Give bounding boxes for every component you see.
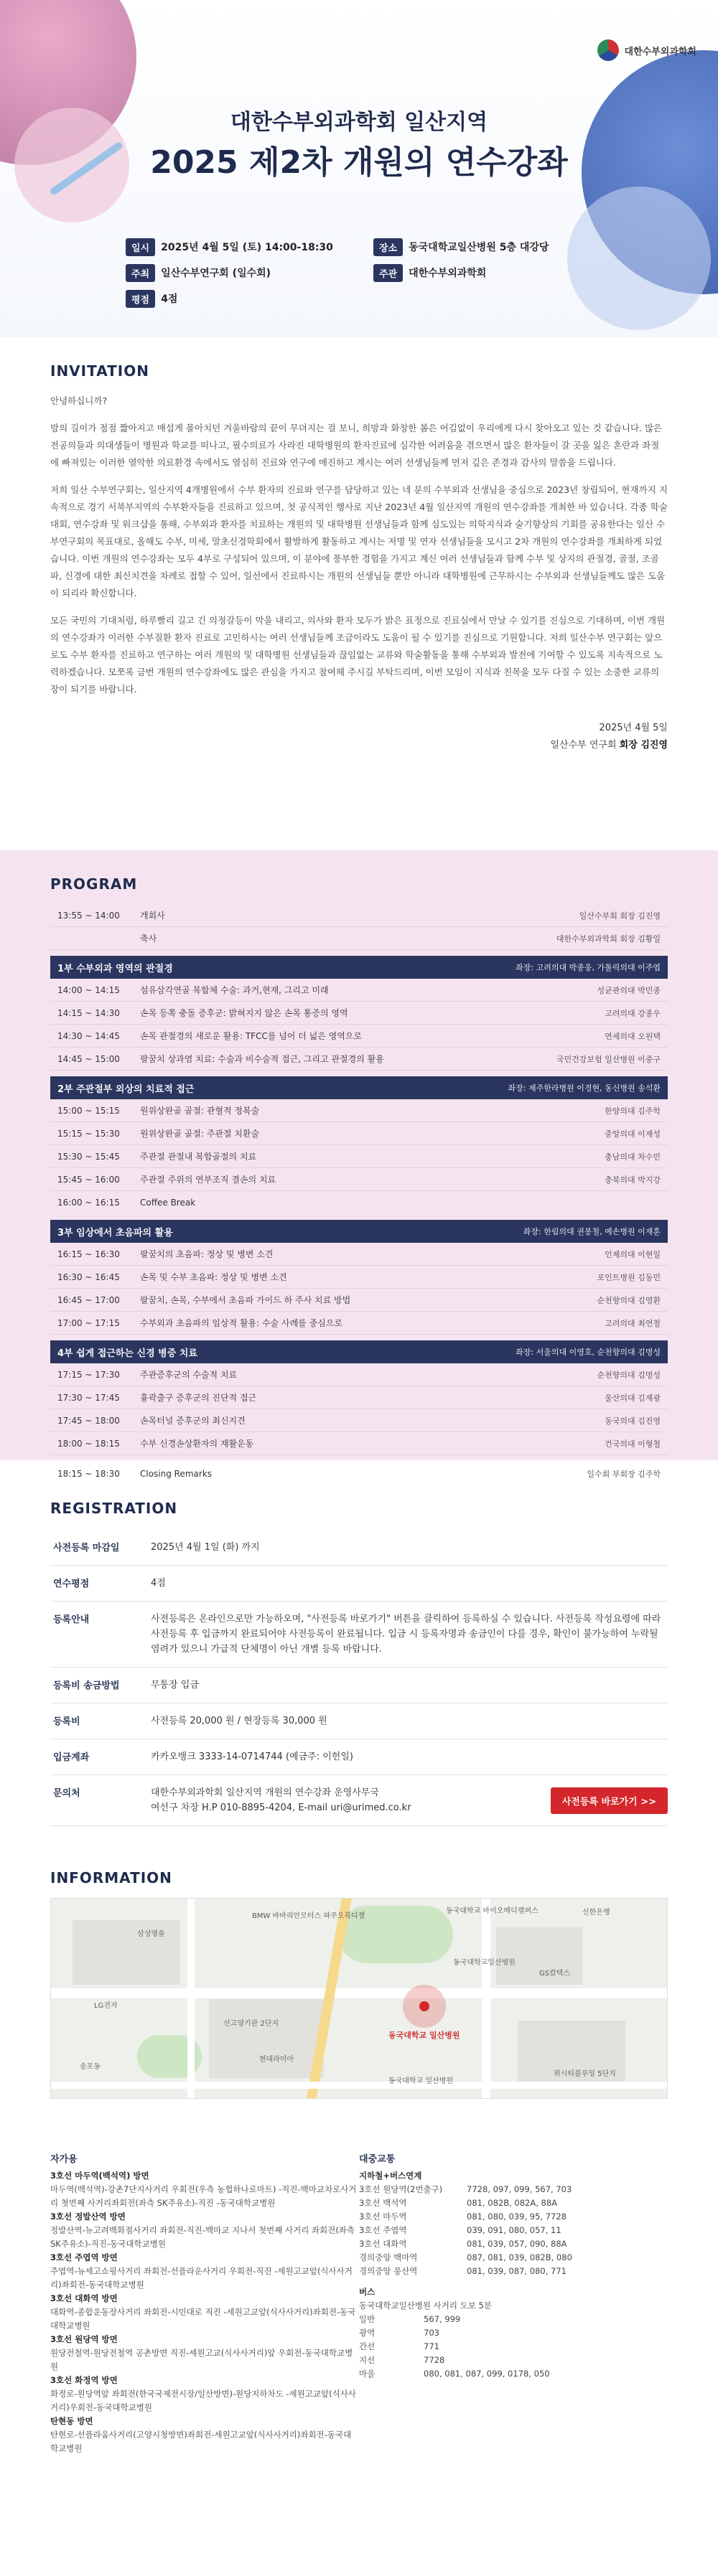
- info-row: [126, 263, 621, 283]
- program-subject: 손목 등쪽 충돌 증후군: 밝혀지지 않은 손목 통증의 영역: [140, 1008, 348, 1018]
- program-row: [50, 1122, 668, 1145]
- subway-buses: 081, 039, 087, 080, 771: [467, 2266, 567, 2276]
- map-label: BMW 바바리안모터스 파주오북디젤: [252, 1912, 365, 1920]
- route-heading: 탄현동 방면: [50, 2416, 93, 2426]
- map-block: [209, 1999, 324, 2078]
- info-value: 동국대학교일산병원 5층 대강당: [409, 242, 549, 253]
- program-subject: 개회사: [140, 911, 165, 921]
- subway-buses: 039, 091, 080, 057, 11: [467, 2225, 561, 2235]
- registration-row: [50, 1566, 668, 1602]
- program-time: 15:15 ~ 15:30: [57, 1128, 120, 1139]
- bus-stop: 동국대학교일산병원 사거리 도보 5분: [359, 2300, 492, 2311]
- route-text: 마두역(백석역)-강촌7단지사거리 우회전(우측 농협하나로마트) -직진-백마교차로사거리 첫번째 사거리좌회전(좌측 SK주유소)-직진 -동국대학교병원: [50, 2184, 357, 2208]
- route-heading: 3호선 화정역 방면: [50, 2375, 118, 2385]
- session-header: [50, 1220, 668, 1243]
- map-marker-dot: [419, 2001, 429, 2011]
- subway-row: [359, 2183, 668, 2196]
- bus-numbers: 567, 999: [424, 2314, 461, 2324]
- program-speaker: 인제의대 이현일: [605, 1249, 661, 1259]
- program-subject: 주관절 관절내 복합골절의 치료: [140, 1152, 257, 1162]
- program-subject: 손목 관절경의 새로운 활용: TFCC를 넘어 더 넓은 영역으로: [140, 1031, 362, 1041]
- registration-value: 무통장 입금: [151, 1680, 199, 1691]
- program-subject: 팔꿈치의 초음파: 정상 및 병변 소견: [140, 1249, 274, 1259]
- program-speaker: 고려의대 최연철: [605, 1318, 661, 1328]
- route-heading: 3호선 대화역 방면: [50, 2293, 118, 2303]
- subway-row: [359, 2210, 668, 2224]
- map-label: GS칼텍스: [539, 1970, 571, 1978]
- program-time: 18:15 ~ 18:30: [57, 1469, 120, 1479]
- contact-wrap: [151, 1785, 668, 1815]
- bus-heading: 버스: [359, 2287, 376, 2297]
- info-host: [126, 264, 373, 282]
- signer-name: 회장 김진영: [619, 740, 668, 751]
- bus-row: [359, 2326, 668, 2340]
- hero-subtitle: 대한수부외과학회 일산지역: [230, 110, 488, 135]
- hero-title: 2025 제2차 개원의 연수강좌: [150, 144, 568, 181]
- program-row: [50, 927, 668, 950]
- info-value: 일산수부연구회 (일수회): [161, 268, 271, 279]
- map-road: [187, 1899, 195, 2099]
- program-row-break: [50, 1191, 668, 1214]
- route-heading: 3호선 주엽역 방면: [50, 2252, 118, 2262]
- location-map[interactable]: [50, 1898, 668, 2099]
- program-speaker: 충남의대 차수민: [605, 1152, 661, 1162]
- registration-label: 등록비 송금방법: [53, 1680, 120, 1691]
- subway-line: 3호선 원당역(2번출구): [359, 2184, 443, 2194]
- program-row: [50, 1048, 668, 1071]
- map-label: 송포동: [80, 2063, 101, 2071]
- map-marker-label: 동국대학교 일산병원: [388, 2031, 460, 2040]
- route-text: 정발산역-뉴고려백화점사거리 좌회전-직진-백마교 지나서 첫번째 사거리 좌회전(좌측 SK주유소)-직진-동국대학교병원: [50, 2225, 355, 2249]
- session-chair: 좌장: 한림의대 권봉철, 예손병원 이재훈: [523, 1227, 661, 1236]
- program-time: 16:45 ~ 17:00: [57, 1294, 120, 1305]
- program-row: [50, 1289, 668, 1312]
- pre-registration-button[interactable]: 사전등록 바로가기 >>: [551, 1787, 668, 1814]
- program-speaker: 일산수부회 회장 김진영: [579, 911, 661, 921]
- subway-row: [359, 2224, 668, 2237]
- bus-numbers: 771: [424, 2341, 439, 2351]
- route-text: 화정로-원당역앞 좌회전(한국국제전시장/일산방면)-원당지하차도 -세원고교앞(식사사거리)우회전-동국대학교병원: [50, 2389, 356, 2412]
- registration-row: [50, 1602, 668, 1668]
- program-table: [50, 904, 668, 1485]
- program-subject: 수부 신경손상환자의 재활운동: [140, 1439, 254, 1449]
- program-title: PROGRAM: [50, 875, 138, 893]
- info-value: 2025년 4월 5일 (토) 14:00-18:30: [161, 242, 333, 253]
- program-subject: 축사: [140, 934, 157, 944]
- session-header: [50, 956, 668, 979]
- info-value: 대한수부외과학회: [409, 268, 487, 279]
- registration-label: 등록안내: [53, 1614, 90, 1625]
- map-label: 동국대학교일산병원: [453, 1959, 516, 1967]
- signer-org: 일산수부 연구회: [550, 740, 617, 751]
- bus-type: 광역: [359, 2328, 376, 2338]
- contact-info: [151, 1785, 551, 1815]
- registration-value: 카카오뱅크 3333-14-0714744 (예금주: 이헌일): [151, 1752, 353, 1762]
- info-row: [126, 288, 621, 309]
- registration-value: 사전등록은 온라인으로만 가능하오며, "사전등록 바로가기" 버튼을 클릭하여 등록하실 수 있습니다. 사전등록 작성요령에 따라 사전등록 후 입금까지 완료되어야 사전등록이 완료됩니다. 입금 시 등록자명과 송금인이 다를 경우, 확인이 불가능하여 누락될 염려가 있으니 가급적 단체명이 아닌 개별 등록 바랍니다.: [151, 1614, 661, 1655]
- program-speaker: 대한수부외과학회 회장 김황일: [556, 934, 661, 944]
- bus-row: [359, 2313, 668, 2326]
- program-section: [0, 850, 718, 1479]
- subway-heading: 지하철+버스연계: [359, 2171, 422, 2181]
- program-subject: 주관절 주위의 연부조직 결손의 치료: [140, 1175, 276, 1185]
- registration-value: 4점: [151, 1578, 166, 1589]
- subway-line: 3호선 마두역: [359, 2211, 407, 2222]
- registration-label: 연수평점: [53, 1579, 90, 1589]
- program-time: 14:00 ~ 14:15: [57, 984, 120, 995]
- subway-buses: 081, 082B, 082A, 88A: [467, 2198, 558, 2208]
- registration-row: [50, 1530, 668, 1566]
- program-time: 16:15 ~ 16:30: [57, 1249, 120, 1259]
- info-tag: 주관: [373, 264, 403, 282]
- program-speaker: 일수회 부회장 김주학: [587, 1470, 661, 1479]
- program-subject: 섬유삼각연골 복합체 수술: 과거,현재, 그리고 미래: [140, 985, 329, 995]
- bus-type: 간선: [359, 2341, 376, 2351]
- session-name: 1부 수부외과 영역의 관절경: [57, 963, 173, 974]
- bus-row: [359, 2340, 668, 2354]
- map-label: 신한은행: [582, 1909, 610, 1917]
- map-road: [482, 1899, 490, 2099]
- bus-type: 지선: [359, 2355, 376, 2365]
- session-header: [50, 1076, 668, 1099]
- subway-row: [359, 2196, 668, 2210]
- program-speaker: 충북의대 박지강: [605, 1175, 661, 1185]
- event-info: [126, 237, 621, 314]
- route-text: 주엽역-뉴세고쇼핑사거리 좌회전-선플라운사거리 우회전-직진 -세원고교앞(식사사거리)좌회전-동국대학교병원: [50, 2266, 353, 2290]
- map-marker-icon[interactable]: [403, 1985, 446, 2028]
- subway-row: [359, 2237, 668, 2251]
- session-chair: 좌장: 서울의대 이영호, 순천향의대 김명성: [516, 1348, 661, 1357]
- program-speaker: 순천향의대 김명성: [597, 1370, 661, 1380]
- subway-line: 3호선 백석역: [359, 2198, 407, 2208]
- registration-section: [50, 1500, 668, 1826]
- session-name: 3부 임상에서 초음파의 활용: [57, 1227, 173, 1238]
- program-time: 18:00 ~ 18:15: [57, 1438, 120, 1449]
- info-value: 4점: [161, 293, 178, 305]
- map-label: 현대라미아: [259, 2056, 294, 2064]
- program-subject: 손목터널 증후군의 최신지견: [140, 1416, 246, 1426]
- society-logo: [597, 39, 696, 61]
- program-time: 15:00 ~ 15:15: [57, 1105, 120, 1116]
- registration-row: [50, 1739, 668, 1775]
- info-tag: 주최: [126, 264, 155, 282]
- program-subject: Coffee Break: [140, 1198, 196, 1208]
- invitation-section: [50, 362, 668, 754]
- info-tag: 평점: [126, 290, 155, 308]
- directions-car: [50, 2153, 359, 2455]
- program-row: [50, 1312, 668, 1335]
- map-label: 동국대학교 바이오메디캠퍼스: [446, 1907, 538, 1915]
- registration-title: REGISTRATION: [50, 1500, 178, 1517]
- invitation-paragraph: 안녕하십니까?: [50, 395, 108, 406]
- registration-label: 입금계좌: [53, 1752, 90, 1763]
- map-road: [51, 1988, 668, 1998]
- registration-label: 사전등록 마감일: [53, 1543, 120, 1553]
- program-subject: 손목 및 수부 초음파: 정상 및 병변 소견: [140, 1272, 287, 1282]
- info-tag: 장소: [373, 238, 403, 256]
- bus-type: 일반: [359, 2314, 376, 2324]
- subway-buses: 087, 081, 039, 082B, 080: [467, 2252, 572, 2262]
- program-subject: 팔꿈치, 손목, 수부에서 초음파 가이드 하 주사 치료 방법: [140, 1295, 351, 1305]
- subway-buses: 081, 039, 057, 090, 88A: [467, 2239, 567, 2249]
- info-credits: [126, 290, 373, 308]
- program-speaker: 포인트병원 김동민: [597, 1272, 661, 1282]
- program-time: 17:15 ~ 17:30: [57, 1369, 120, 1380]
- program-row: [50, 1025, 668, 1048]
- invitation-title: INVITATION: [50, 362, 149, 380]
- invitation-date: 2025년 4월 5일: [599, 723, 668, 733]
- program-row: [50, 1145, 668, 1168]
- contact-line: 대한수부외과학회 일산지역 개원의 연수강좌 운영사무국: [151, 1787, 379, 1798]
- program-subject: 원위상완골 골절: 관혈적 정복술: [140, 1106, 260, 1116]
- program-subject: 수부외과 초음파의 임상적 활용: 수술 사례를 중심으로: [140, 1318, 342, 1328]
- info-organizer: [373, 264, 486, 282]
- program-time: 17:00 ~ 17:15: [57, 1317, 120, 1328]
- directions-transit: [359, 2153, 668, 2455]
- program-row: [50, 1432, 668, 1455]
- program-speaker: 고려의대 강종우: [605, 1008, 661, 1018]
- contact-line: 여선구 차장 H.P 010-8895-4204, E-mail uri@urimed.co.kr: [151, 1802, 411, 1813]
- bus-numbers: 703: [424, 2328, 439, 2338]
- program-time: 13:55 ~ 14:00: [57, 910, 120, 921]
- route-text: 원당전철역-원당전철역 공촌방면 직진-세원고교(식사사거리)앞 우회전-동국대학교병원: [50, 2348, 353, 2371]
- invitation-signature: [50, 720, 668, 754]
- bus-row: [359, 2354, 668, 2367]
- program-row: [50, 1386, 668, 1409]
- program-subject: Closing Remarks: [140, 1469, 213, 1479]
- program-row-closing: [50, 1462, 668, 1485]
- info-tag: 일시: [126, 238, 155, 256]
- program-speaker: 중앙의대 이재성: [605, 1129, 661, 1139]
- map-label: 신고양기관 2단지: [223, 2020, 279, 2028]
- registration-label: 등록비: [53, 1716, 80, 1727]
- program-row: [50, 1266, 668, 1289]
- program-subject: 주관증후군의 수술적 치료: [140, 1370, 238, 1380]
- route-text: 탄현로-선플라움사거리(고양시청방면)좌회전-세원고교앞(식사사거리)좌회전-동국대학교병원: [50, 2430, 352, 2453]
- hero-banner: [0, 0, 718, 337]
- info-row: [126, 237, 621, 257]
- session-chair: 좌장: 제주한라병원 이경현, 동신병원 송석환: [508, 1083, 661, 1093]
- map-label: 삼성명솔: [137, 1930, 165, 1938]
- subway-line: 경의중앙 풍산역: [359, 2266, 418, 2276]
- program-row: [50, 1363, 668, 1386]
- subway-line: 3호선 주엽역: [359, 2225, 407, 2235]
- info-date: [126, 238, 373, 256]
- program-speaker: 동국의대 김진영: [605, 1416, 661, 1426]
- directions: [50, 2153, 668, 2455]
- session-name: 2부 주관절부 외상의 치료적 접근: [57, 1083, 195, 1095]
- program-time: 17:30 ~ 17:45: [57, 1392, 120, 1403]
- program-time: 14:15 ~ 14:30: [57, 1007, 120, 1018]
- invitation-paragraph: 저희 일산 수부연구회는, 일산지역 4개병원에서 수부 환자의 진료와 연구를 담당하고 있는 네 분의 수부외과 선생님을 중심으로 2023년 창립되어, 현재까지 지속적으로 경기 서북부지역의 수부환자들을 진료하고 있으며, 첫 공식적인 행사로 지난 2023년 4월 일산지역 개원의 연수강좌를 개최한 바 있습니다. 각종 학술대회, 연수강좌 및 워크샵을 통해, 수부외과 환자를 치료하는 개원의 및 대학병원 선생님들과 함께 심도있는 의학지식과 술기향상의 기회를 공유한다는 일산 수부연구회의 목표대로, 올해도 수부, 미세, 말초신경학회에서 활발하게 활동하고 계시는 저명 및 연자 선생님들을 모시고 2차 개원의 연수강좌를 개최하게 되었습니다. 이번 개원의 연수강좌는 모두 4부로 구성되어 있으며, 이 분야에 풍부한 경험을 가지고 계신 여러 선생님들과 함께 수부 및 상지의 관절경, 골절, 조골파, 신경에 대한 최신치견을 차례로 접할 수 있어, 일선에서 진료하시는 개원의 선생님들 뿐만 아니라 대학병원에 근무하시는 수부외과 선생님들께도 많은 도움이 되리라 확신합니다.: [50, 484, 668, 598]
- registration-row-contact: [50, 1775, 668, 1826]
- program-time: 15:45 ~ 16:00: [57, 1174, 120, 1185]
- subway-buses: 7728, 097, 099, 567, 703: [467, 2184, 572, 2194]
- session-name: 4부 쉽게 접근하는 신경 병증 치료: [57, 1348, 197, 1359]
- subway-buses: 081, 080, 039, 95, 7728: [467, 2211, 567, 2222]
- program-subject: 원위상완골 골절: 주관절 치환술: [140, 1129, 260, 1139]
- program-row: [50, 1099, 668, 1122]
- bus-row: [359, 2367, 668, 2381]
- invitation-signer-line: [50, 737, 668, 754]
- program-speaker: 한양의대 김주학: [605, 1106, 661, 1116]
- invitation-paragraph: 모든 국민의 기대처럼, 하루빨리 길고 긴 의정갈등이 막을 내리고, 의사와 환자 모두가 밝은 표정으로 진료실에서 만날 수 있기를 진심으로 기대하며, 이번 개원의 연수강좌가 이러한 수부질환 환자 진료로 고민하시는 여러 선생님들께 조금이라도 도움이 될 수 있기를 진심으로 기원합니다. 저희 일산수부 연구회는 앞으로도 수부 환자를 진료하고 연구하는 여러 개원의 및 대학병원 선생님들과 끊임없는 교류와 학술활동을 통해 수부외과 발전에 기여할 수 있도록 지속적으로 노력하겠습니다. 모쪼록 금번 개원의 연수강좌에도 많은 관심을 가지고 참여해 주시길 부탁드리며, 이번 모임이 지식과 친목을 모두 다질 수 있는 소중한 교류의 장이 되기를 바랍니다.: [50, 615, 666, 695]
- program-time: 16:00 ~ 16:15: [57, 1198, 120, 1208]
- map-road: [51, 2082, 668, 2089]
- registration-value: 사전등록 20,000 원 / 현장등록 30,000 원: [151, 1716, 327, 1726]
- program-speaker: 순천향의대 김영환: [597, 1295, 661, 1305]
- directions-transit-title: 대중교통: [359, 2154, 396, 2165]
- program-row: [50, 1002, 668, 1025]
- route-text: 대화역-종합운동장사거리 좌회전-시민대로 직진 -세원고교앞(식사사거리)좌회전-동국대학교병원: [50, 2307, 356, 2331]
- program-row: [50, 1243, 668, 1266]
- bus-numbers: 080, 081, 087, 099, 0178, 050: [424, 2369, 550, 2379]
- registration-row: [50, 1703, 668, 1739]
- program-row: [50, 1168, 668, 1191]
- info-venue: [373, 238, 549, 256]
- information-section: [50, 1869, 668, 2099]
- program-time: 14:45 ~ 15:00: [57, 1053, 120, 1064]
- program-speaker: 국민건강보험 일산병원 이중구: [556, 1054, 661, 1064]
- program-speaker: 연세의대 오원택: [605, 1031, 661, 1041]
- subway-line: 경의중앙 백마역: [359, 2252, 418, 2262]
- session-chair: 좌장: 고려의대 박종웅, 가톨릭의대 이주엽: [516, 963, 661, 972]
- map-label: 위시티블루밍 5단지: [554, 2070, 616, 2078]
- route-heading: 3호선 원당역 방면: [50, 2334, 118, 2344]
- program-speaker: 성균관의대 박민종: [597, 985, 661, 995]
- program-subject: 흉곽출구 증후군의 진단적 접근: [140, 1393, 257, 1403]
- registration-value: 2025년 4월 1일 (화) 까지: [151, 1542, 260, 1553]
- map-label: 동국대학교 일산병원: [388, 2077, 454, 2085]
- map-label: LG전자: [94, 2002, 118, 2010]
- bus-numbers: 7728: [424, 2355, 445, 2365]
- session-header: [50, 1340, 668, 1363]
- program-speaker: 울산의대 김재광: [605, 1393, 661, 1403]
- society-logo-text: 대한수부외과학회: [624, 46, 696, 57]
- program-speaker: 건국의대 이형철: [605, 1439, 661, 1449]
- program-time: 16:30 ~ 16:45: [57, 1271, 120, 1282]
- program-row: [50, 904, 668, 927]
- route-heading: 3호선 정발산역 방면: [50, 2211, 126, 2222]
- invitation-paragraph: 밤의 길이가 점점 짧아지고 매섭게 몰아치던 겨울바람의 끝이 무뎌지는 걸 보니, 희망과 화창한 봄은 어김없이 우리에게 다시 찾아오고 있는 것 같습니다. 많은 전공의들과 의대생들이 병원과 학교를 떠나고, 필수의료가 사라진 대학병원의 환자진료에 심각한 어려움을 겪으면서 많은 환자들이 갈 곳을 잃은 혼란과 좌절에 빠져있는 이러한 열악한 의료환경 속에서도 열심히 진료와 연구에 매진하고 계시는 여러 선생님들께 먼저 깊은 존경과 감사의 말씀을 드립니다.: [50, 423, 663, 468]
- society-logo-icon: [597, 39, 619, 61]
- bus-type: 마을: [359, 2369, 376, 2379]
- program-subject: 팔꿈치 상과염 치료: 수술과 비수술적 접근, 그리고 관절경의 활용: [140, 1054, 384, 1064]
- program-row: [50, 1409, 668, 1432]
- program-time: 15:30 ~ 15:45: [57, 1151, 120, 1162]
- subway-line: 3호선 대화역: [359, 2239, 407, 2249]
- route-heading: 3호선 마두역(백석역) 방면: [50, 2171, 149, 2181]
- registration-row: [50, 1668, 668, 1703]
- subway-row: [359, 2251, 668, 2265]
- registration-label: 문의처: [53, 1788, 80, 1799]
- program-time: 14:30 ~ 14:45: [57, 1030, 120, 1041]
- program-time: 17:45 ~ 18:00: [57, 1415, 120, 1426]
- information-title: INFORMATION: [50, 1869, 172, 1886]
- subway-row: [359, 2265, 668, 2278]
- directions-car-title: 자가용: [50, 2154, 78, 2165]
- spacer: [359, 2278, 668, 2285]
- program-row: [50, 979, 668, 1002]
